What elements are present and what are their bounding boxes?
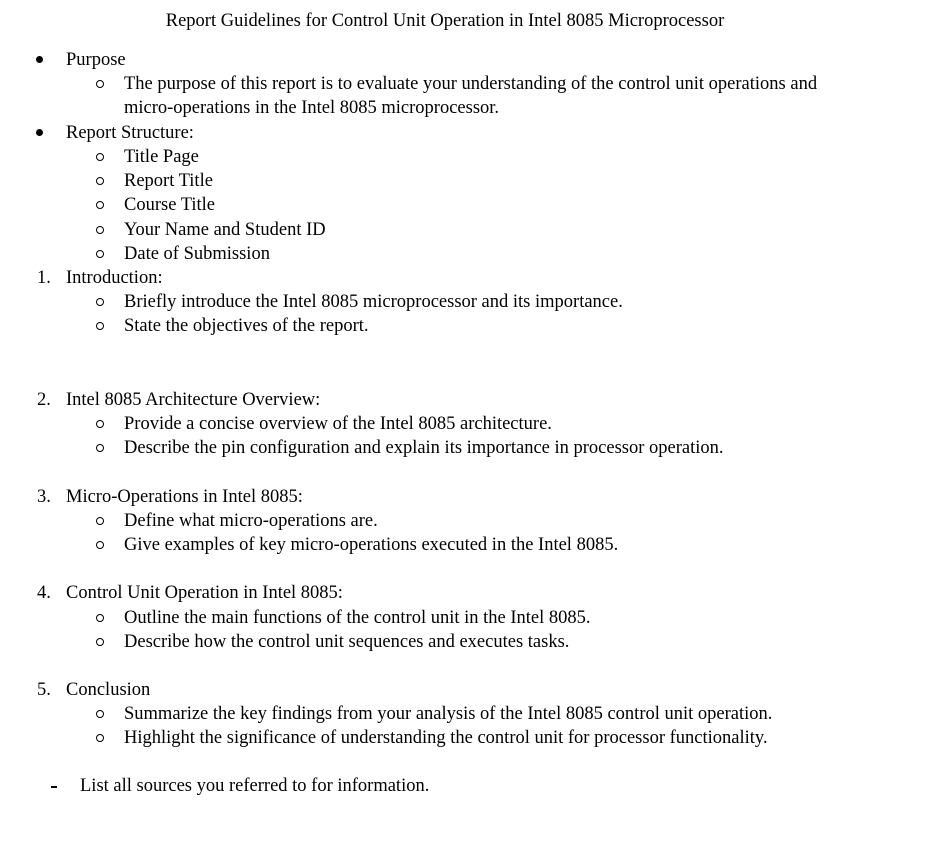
section-heading: Control Unit Operation in Intel 8085:	[66, 583, 343, 603]
section-heading: Introduction:	[66, 268, 163, 288]
section-item: Summarize the key findings from your analysis of the Intel 8085 control unit operation.	[124, 704, 773, 724]
section-item: Describe the pin configuration and explain its importance in processor operation.	[124, 438, 724, 458]
structure-item: Course Title	[124, 195, 215, 215]
circle-bullet	[96, 226, 104, 234]
section-heading: Intel 8085 Architecture Overview:	[66, 390, 321, 410]
document-title: Report Guidelines for Control Unit Operation in Intel 8085 Microprocessor	[165, 11, 725, 31]
structure-item: Title Page	[124, 147, 199, 167]
structure-item: Date of Submission	[124, 244, 270, 264]
section-number: 5.	[37, 680, 51, 700]
circle-bullet	[96, 298, 104, 306]
purpose-heading: Purpose	[66, 50, 126, 70]
purpose-text-line-2: micro-operations in the Intel 8085 microprocessor.	[124, 98, 500, 118]
section-heading: Conclusion	[66, 680, 151, 700]
section-item: Briefly introduce the Intel 8085 microprocessor and its importance.	[124, 292, 623, 312]
section-number: 2.	[37, 390, 51, 410]
circle-bullet	[96, 444, 104, 452]
section-item: Define what micro-operations are.	[124, 511, 378, 531]
circle-bullet	[96, 541, 104, 549]
purpose-text-line-1: The purpose of this report is to evaluate your understanding of the control unit operations and	[124, 74, 818, 94]
circle-bullet	[96, 734, 104, 742]
circle-bullet	[96, 614, 104, 622]
circle-bullet	[96, 153, 104, 161]
section-item: Provide a concise overview of the Intel 8085 architecture.	[124, 414, 552, 434]
section-item: Give examples of key micro-operations executed in the Intel 8085.	[124, 535, 619, 555]
section-item: Describe how the control unit sequences and executes tasks.	[124, 632, 570, 652]
circle-bullet	[96, 80, 104, 88]
section-number: 1.	[37, 268, 51, 288]
structure-heading: Report Structure:	[66, 123, 194, 143]
structure-item: Report Title	[124, 171, 213, 191]
circle-bullet	[96, 201, 104, 209]
circle-bullet	[96, 638, 104, 646]
section-heading: Micro-Operations in Intel 8085:	[66, 487, 303, 507]
dash-bullet	[51, 786, 57, 788]
circle-bullet	[96, 322, 104, 330]
section-item: Outline the main functions of the control unit in the Intel 8085.	[124, 608, 591, 628]
bullet-dot	[36, 56, 43, 63]
section-item: State the objectives of the report.	[124, 316, 369, 336]
structure-item: Your Name and Student ID	[124, 220, 326, 240]
circle-bullet	[96, 177, 104, 185]
section-item: Highlight the significance of understanding the control unit for processor functionality.	[124, 728, 768, 748]
circle-bullet	[96, 250, 104, 258]
circle-bullet	[96, 710, 104, 718]
section-number: 3.	[37, 487, 51, 507]
section-number: 4.	[37, 583, 51, 603]
sources-note: List all sources you referred to for information.	[80, 776, 430, 796]
circle-bullet	[96, 420, 104, 428]
bullet-dot	[36, 129, 43, 136]
circle-bullet	[96, 517, 104, 525]
